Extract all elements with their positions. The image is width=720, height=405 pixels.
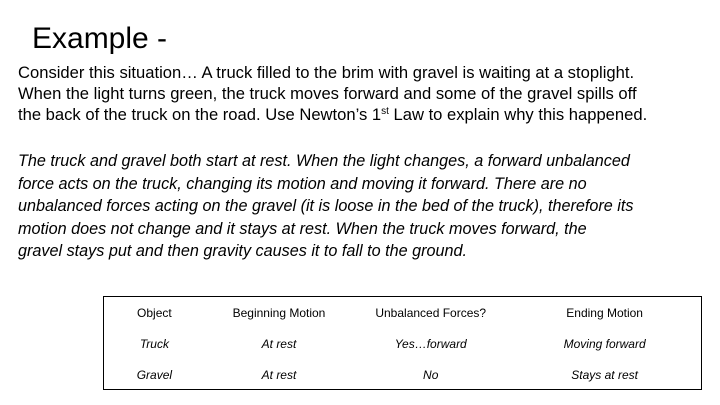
table-row [104,359,701,390]
motion-table [103,296,702,390]
table-cell: Stays at rest [571,367,638,382]
answer-line-5: gravel stays put and then gravity causes it to fall to the ground. [18,242,468,260]
table-cell: At rest [261,336,297,351]
question-paragraph [18,62,718,125]
question-line-3 [18,104,718,125]
table-cell: At rest [261,367,297,382]
header-beginning-motion: Beginning Motion [232,305,326,320]
table-cell: No [423,367,439,382]
answer-paragraph [18,150,718,263]
question-line-2: When the light turns green, the truck moves forward and some of the gravel spills off [18,84,637,103]
table-row [104,328,701,359]
slide-title: Example - [32,22,168,55]
table-cell: Gravel [136,367,173,382]
answer-line-3: unbalanced forces acting on the gravel (it is loose in the bed of the truck), therefore its [18,197,634,215]
table-cell: Yes…forward [394,336,467,351]
question-line-3-start: the back of the truck on the road. Use Newton’s 1 [18,105,382,124]
question-line-3-end: Law to explain why this happened. [388,105,648,124]
table-header-row [104,297,701,328]
header-object: Object [137,305,172,320]
table-cell: Truck [139,336,169,351]
ordinal-superscript: st [381,106,389,117]
answer-line-2: force acts on the truck, changing its motion and moving it forward. There are no [18,174,587,193]
table-cell: Moving forward [563,336,646,351]
answer-line-1: The truck and gravel both start at rest. When the light changes, a forward unbalanced [18,152,630,170]
question-line-1: Consider this situation… A truck filled to the brim with gravel is waiting at a stoplight. [18,63,635,82]
motion-table-grid [104,297,701,390]
header-unbalanced-forces: Unbalanced Forces? [375,305,487,320]
answer-line-4: motion does not change and it stays at rest. When the truck moves forward, the [18,219,587,238]
header-ending-motion: Ending Motion [566,305,643,320]
